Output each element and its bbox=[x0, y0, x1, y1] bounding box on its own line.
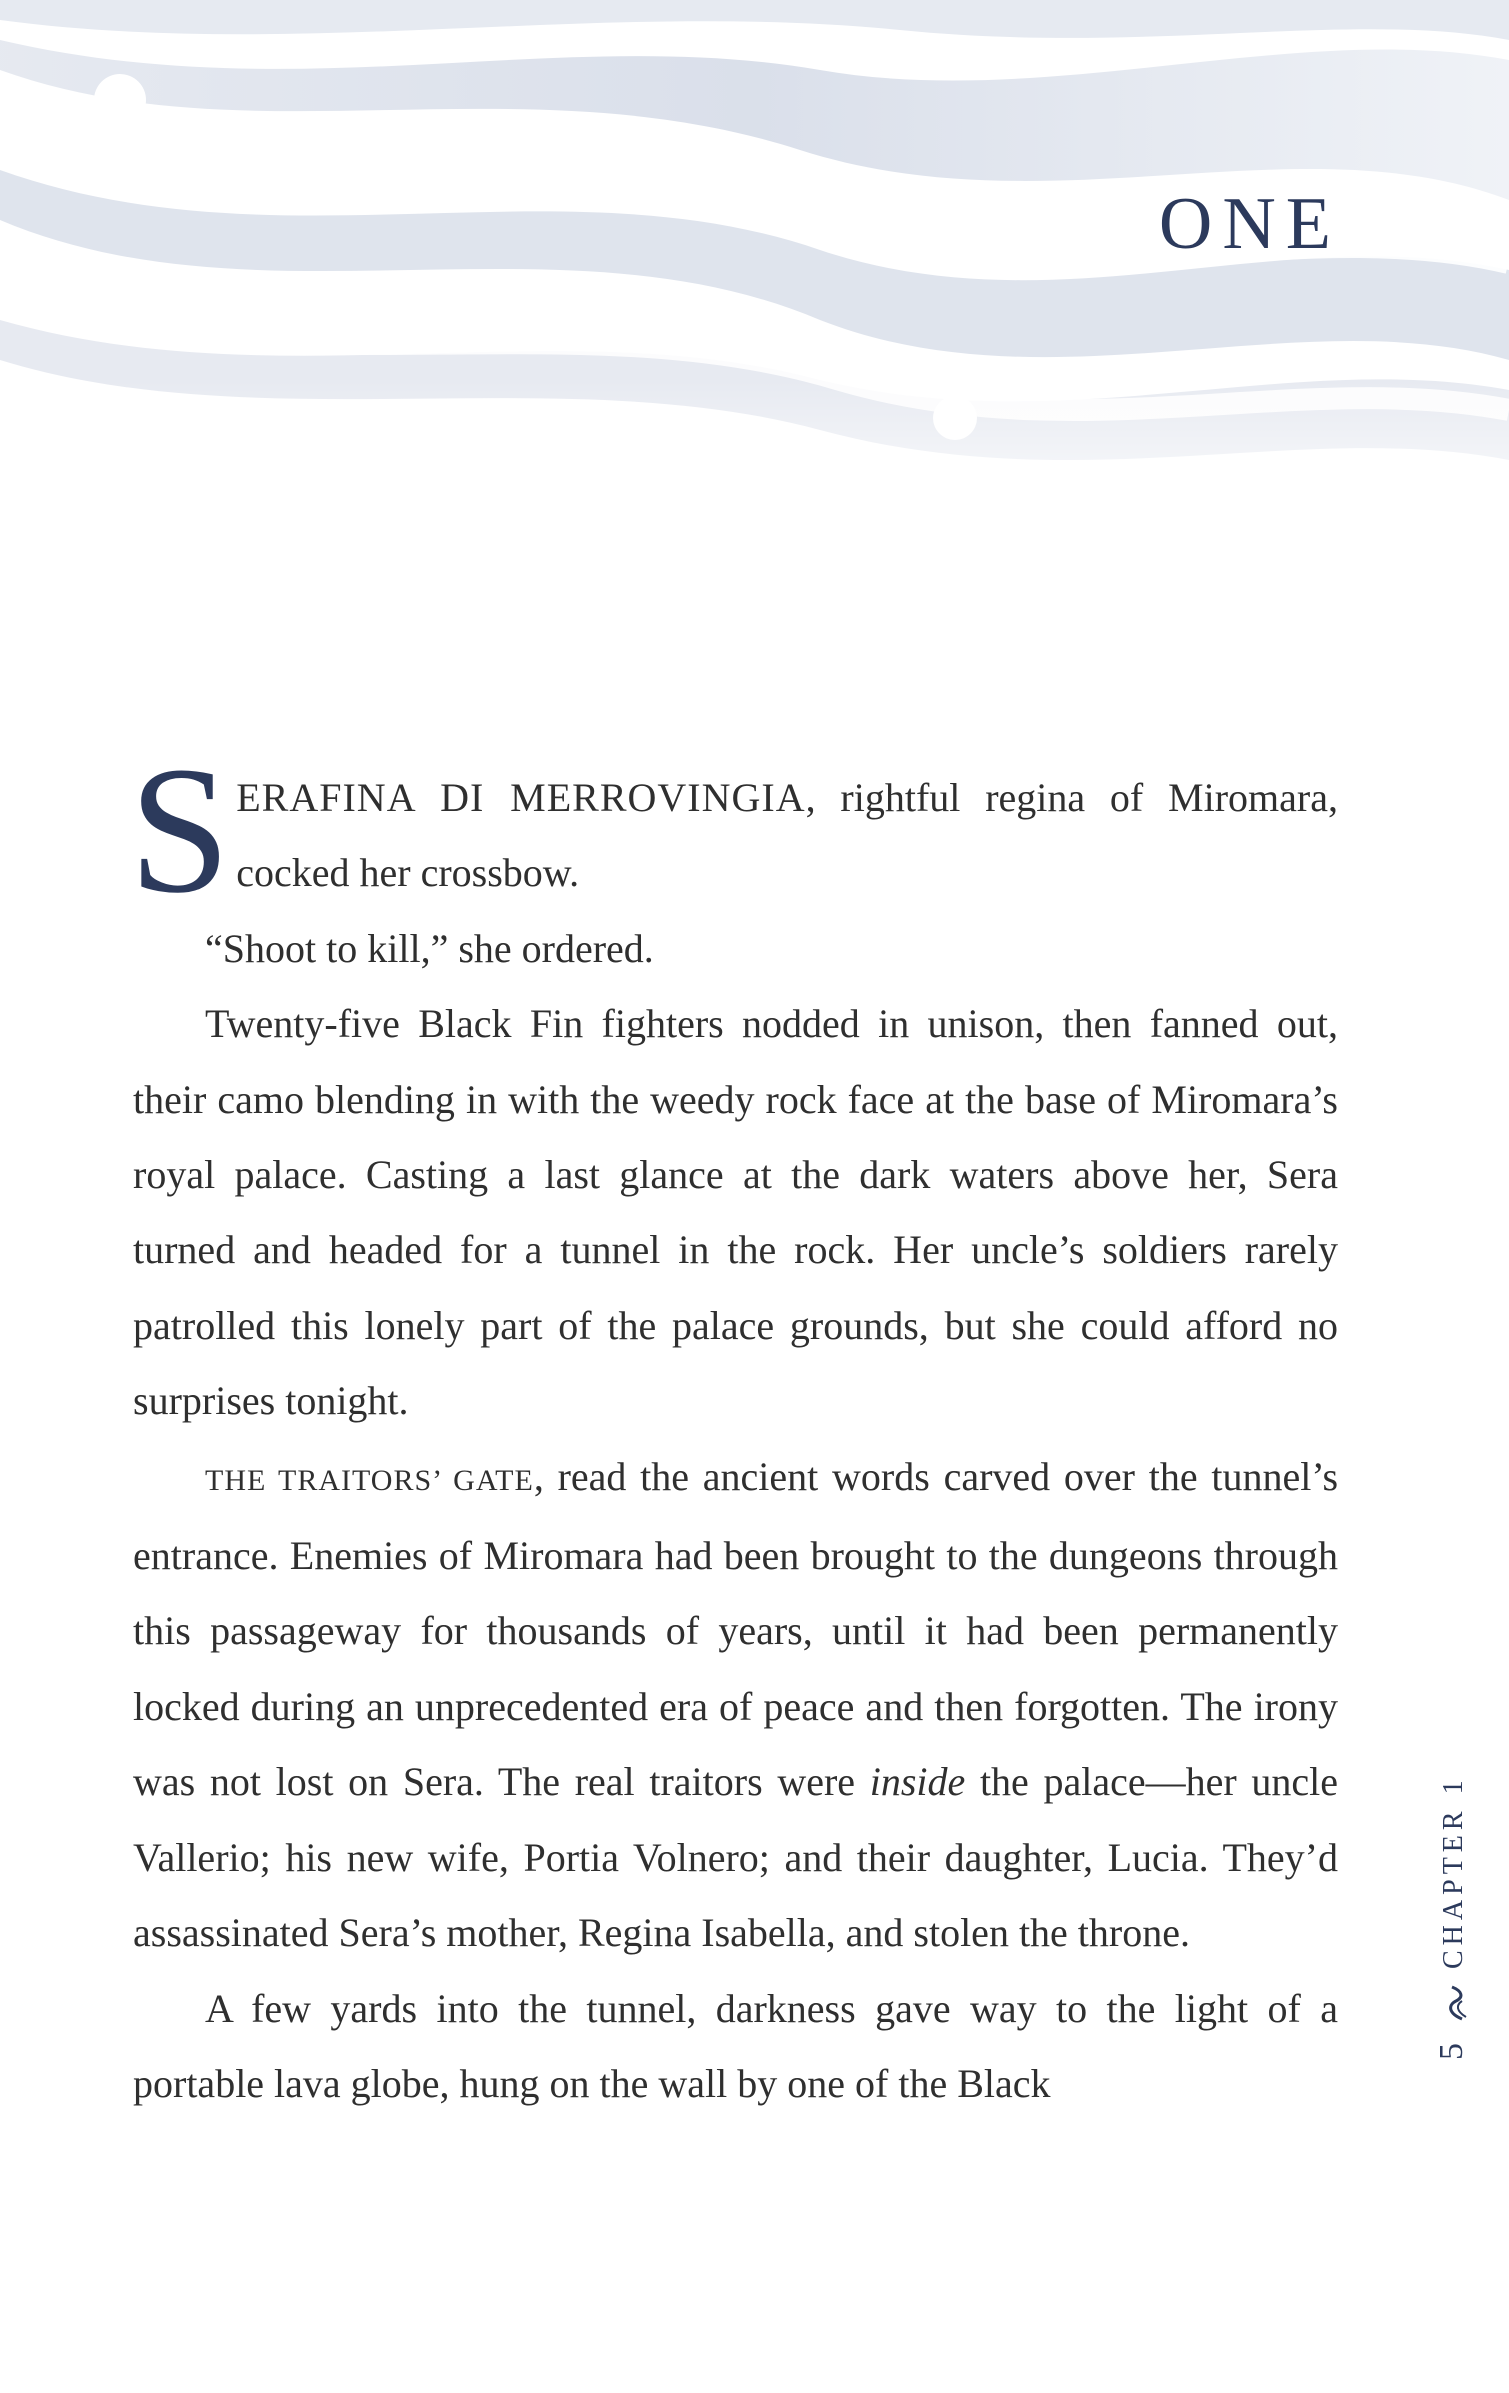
paragraph-4-text-b: the palace—her uncle Vallerio; his new wife, Portia Volnero; and their daughter, Lucia. They’d assassinated Sera’s mother, Regina Isabella, and stolen the throne. bbox=[133, 1759, 1338, 1956]
chapter-title: ONE bbox=[1158, 183, 1341, 265]
gate-inscription: THE TRAITORS’ GATE bbox=[205, 1463, 534, 1497]
chapter-body bbox=[129, 730, 1339, 2121]
wave-header-illustration bbox=[0, 0, 1509, 540]
page-number: 5 bbox=[1433, 2043, 1470, 2060]
paragraph-1-text: , rightful regina of Miromara, cocked her crossbow. bbox=[236, 775, 1338, 896]
drop-cap: S bbox=[129, 730, 231, 931]
paragraph-2: “Shoot to kill,” she ordered. bbox=[205, 925, 654, 971]
paragraph-3: Twenty-five Black Fin fighters nodded in unison, then fanned out, their camo blending in with the weedy rock face at the base of Miromara’s royal palace. Casting a last glance at the dark waters above her, Sera turned and headed for a tunnel in the rock. Her uncle’s soldiers rarely patrolled this lonely part of the palace grounds, but she could afford no surprises tonight. bbox=[133, 1001, 1338, 1424]
wave-icon bbox=[1442, 1985, 1470, 2021]
paragraph-5: A few yards into the tunnel, darkness gave way to the light of a portable lava globe, hung on the wall by one of the Black bbox=[133, 1985, 1338, 2106]
paragraph-4-text-a: , read the ancient words carved over the tunnel’s entrance. Enemies of Miromara had been brought to the dungeons through this passageway for thousands of years, until it had been permanently locked during an unprecedented era of peace and then forgotten. The irony was not lost on Sera. The real traitors were bbox=[133, 1453, 1339, 1805]
paragraph-1 bbox=[129, 730, 1338, 931]
opening-small-caps: ERAFINA DI MERROVINGIA bbox=[236, 775, 806, 820]
paragraph-4 bbox=[133, 1439, 1338, 1971]
emphasis-inside: inside bbox=[869, 1759, 966, 1805]
running-head bbox=[1433, 1775, 1471, 2060]
chapter-label: CHAPTER 1 bbox=[1438, 1775, 1469, 1969]
